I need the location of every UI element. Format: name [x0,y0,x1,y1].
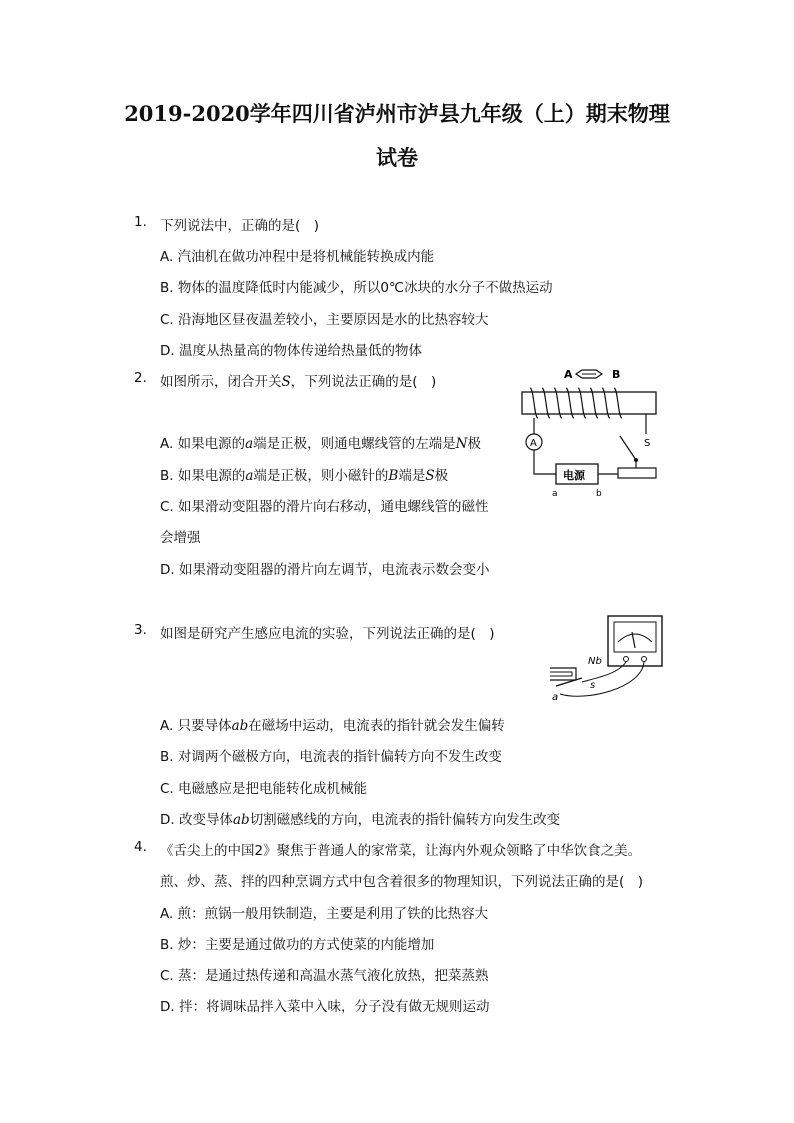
q1-number: 1. [134,214,147,230]
q2-option-c-line1: C. 如果滑动变阻器的滑片向右移动，通电螺线管的磁性 [160,499,489,515]
magnet-inner [550,672,572,676]
q4-stem-line1: 《舌尖上的中国2》聚焦于普通人的家常菜，让海内外观众领略了中华饮食之美。 [160,843,642,859]
q2-number: 2. [134,370,147,386]
power-source-label: 电源 [563,469,585,482]
q2-option-b: B. 如果电源的a端是正极，则小磁针的B端是S极 [160,468,449,484]
page-title-line2: 试卷 [376,145,418,170]
q3-stem: 如图是研究产生感应电流的实验，下列说法正确的是( ) [160,626,495,642]
rheostat [618,468,656,478]
q3-option-b: B. 对调两个磁极方向，电流表的指针偏转方向不发生改变 [160,749,502,765]
q4-stem-line2: 煎、炒、蒸、拌的四种烹调方式中包含着很多的物理知识，下列说法正确的是( ) [160,874,644,890]
label-s: s [590,680,596,691]
switch-label: S [644,438,651,449]
q3-number: 3. [134,622,147,638]
switch-arm [620,436,636,460]
q2-option-a: A. 如果电源的a端是正极，则通电螺线管的左端是N极 [160,436,481,452]
terminal-right [642,657,647,662]
ammeter-label: A [530,438,537,449]
terminal-a-label: a [552,489,558,499]
q4-number: 4. [134,839,147,855]
wire-left-bottom [534,450,556,474]
q3-option-a: A. 只要导体ab在磁场中运动，电流表的指针就会发生偏转 [160,718,505,734]
q4-option-d: D. 拌：将调味品拌入菜中入味，分子没有做无规则运动 [160,999,490,1015]
q2-circuit-figure [516,364,662,500]
q2-fig-label-a-top: A [564,368,573,381]
q1-option-a: A. 汽油机在做功冲程中是将机械能转换成内能 [160,249,435,265]
solenoid-core [522,392,656,414]
q4-option-c: C. 蒸：是通过热传递和高温水蒸气液化放热，把菜蒸熟 [160,968,489,984]
page-title-line1: 2019-2020学年四川省泸州市泸县九年级（上）期末物理 [124,101,670,126]
terminal-left [624,657,629,662]
q3-option-d: D. 改变导体ab切割磁感线的方向，电流表的指针偏转方向发生改变 [160,812,561,828]
q4-option-a: A. 煎：煎锅一般用铁制造，主要是利用了铁的比热容大 [160,906,489,922]
label-a: a [552,692,559,703]
label-nb: Nb [588,656,602,667]
q2-option-c-line2: 会增强 [160,530,201,546]
conductor-ab [556,678,582,686]
q2-fig-label-b-top: B [612,368,621,381]
q4-option-b: B. 炒：主要是通过做功的方式使菜的内能增加 [160,937,435,953]
switch-pivot [634,458,638,462]
galvanometer-scale [618,634,652,642]
wire-to-conductor-2 [560,662,644,696]
galvanometer-body [608,616,662,666]
q2-stem: 如图所示，闭合开关S，下列说法正确的是( ) [160,374,437,390]
q1-option-b: B. 物体的温度降低时内能减少，所以0℃冰块的水分子不做热运动 [160,280,553,296]
q1-stem: 下列说法中，正确的是( ) [160,218,320,234]
q2-option-d: D. 如果滑动变阻器的滑片向左调节，电流表示数会变小 [160,562,490,578]
q1-option-c: C. 沿海地区昼夜温差较小，主要原因是水的比热容较大 [160,312,489,328]
q1-option-d: D. 温度从热量高的物体传递给热量低的物体 [160,343,422,359]
terminal-b-label: b [596,489,602,499]
q3-option-c: C. 电磁感应是把电能转化成机械能 [160,781,368,797]
q3-induction-figure [546,612,668,704]
